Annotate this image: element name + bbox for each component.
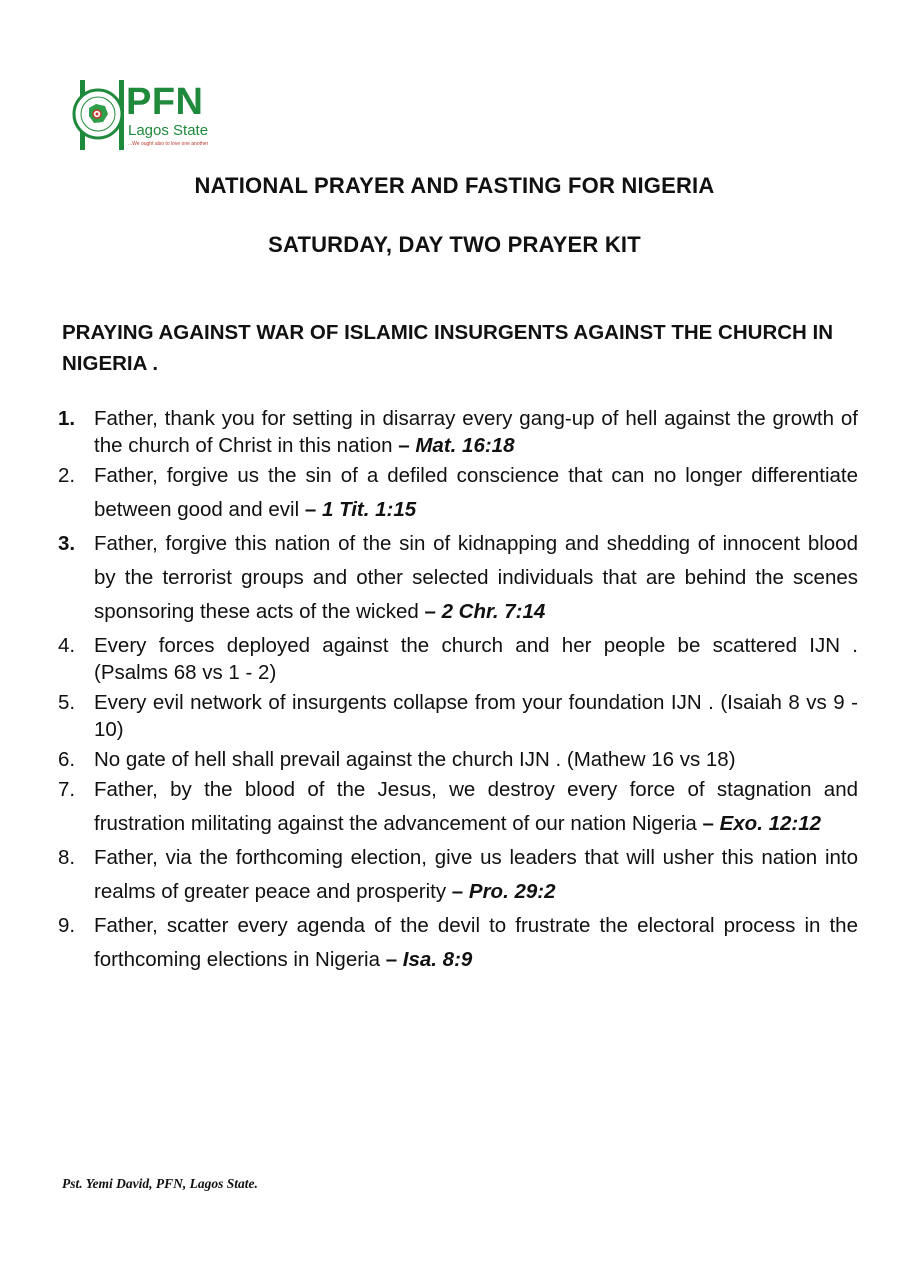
- scripture-reference: Exo. 12:12: [719, 812, 822, 835]
- prayer-item-6: [58, 746, 858, 773]
- prayer-dash: –: [418, 600, 442, 623]
- prayer-item-5: [58, 689, 858, 743]
- pfn-logo: [68, 80, 248, 152]
- section-heading: PRAYING AGAINST WAR OF ISLAMIC INSURGENTS AGAINST THE CHURCH IN NIGERIA .: [62, 321, 834, 375]
- prayer-text: Father, thank you for setting in disarray every gang-up of hell against the growth of the church of Christ in this nation: [94, 407, 858, 457]
- prayer-dash: –: [392, 434, 416, 457]
- prayer-item-9: [58, 909, 858, 977]
- prayer-text: Father, scatter every agenda of the devil to frustrate the electoral process in the forthcoming elections in Nigeria: [94, 914, 858, 971]
- document-subtitle: SATURDAY, DAY TWO PRAYER KIT: [268, 232, 641, 257]
- pfn-seal-icon: [72, 88, 124, 140]
- prayer-item-3: [58, 527, 858, 629]
- prayer-number: 6.: [58, 748, 76, 771]
- author-signature: Pst. Yemi David, PFN, Lagos State.: [62, 1176, 258, 1191]
- scripture-reference: Isa. 8:9: [402, 948, 473, 971]
- prayer-list: [58, 405, 858, 977]
- prayer-text: Father, forgive this nation of the sin of kidnapping and shedding of innocent blood by the terrorist groups and other selected individuals that are behind the scenes sponsoring these acts of the wicked: [94, 532, 858, 623]
- prayer-number: 7.: [58, 778, 76, 801]
- prayer-item-7: [58, 773, 858, 841]
- logo-state: Lagos State: [128, 122, 209, 139]
- prayer-text: Every forces deployed against the church and her people be scattered IJN . (Psalms 68 vs 1 - 2): [94, 634, 858, 684]
- document-title: NATIONAL PRAYER AND FASTING FOR NIGERIA: [194, 173, 715, 198]
- scripture-reference: 2 Chr. 7:14: [441, 600, 546, 623]
- prayer-item-8: [58, 841, 858, 909]
- prayer-item-2: [58, 459, 858, 527]
- prayer-dash: –: [446, 880, 469, 903]
- prayer-text: No gate of hell shall prevail against the church IJN . (Mathew 16 vs 18): [94, 748, 736, 771]
- prayer-number: 5.: [58, 691, 76, 714]
- prayer-dash: –: [380, 948, 403, 971]
- scripture-reference: 1 Tit. 1:15: [321, 498, 417, 521]
- prayer-text: Every evil network of insurgents collapse from your foundation IJN . (Isaiah 8 vs 9 - 10): [94, 691, 858, 741]
- prayer-number: 3.: [58, 532, 76, 555]
- prayer-number: 4.: [58, 634, 76, 657]
- prayer-text: Father, forgive us the sin of a defiled conscience that can no longer differentiate between good and evil: [94, 464, 858, 521]
- prayer-number: 1.: [58, 407, 76, 430]
- prayer-item-1: [58, 405, 858, 459]
- prayer-number: 9.: [58, 914, 76, 937]
- prayer-dash: –: [299, 498, 322, 521]
- scripture-reference: Pro. 29:2: [468, 880, 556, 903]
- prayer-dash: –: [696, 812, 720, 835]
- scripture-reference: Mat. 16:18: [415, 434, 515, 457]
- prayer-number: 8.: [58, 846, 76, 869]
- logo-wordmark: PFN: [126, 81, 204, 123]
- prayer-item-4: [58, 632, 858, 686]
- logo-tagline: ...We ought also to love one another: [128, 141, 209, 147]
- prayer-number: 2.: [58, 464, 76, 487]
- prayer-text: Father, via the forthcoming election, give us leaders that will usher this nation into realms of greater peace and prosperity: [94, 846, 858, 903]
- prayer-text: Father, by the blood of the Jesus, we destroy every force of stagnation and frustration militating against the advancement of our nation Nigeria: [94, 778, 858, 835]
